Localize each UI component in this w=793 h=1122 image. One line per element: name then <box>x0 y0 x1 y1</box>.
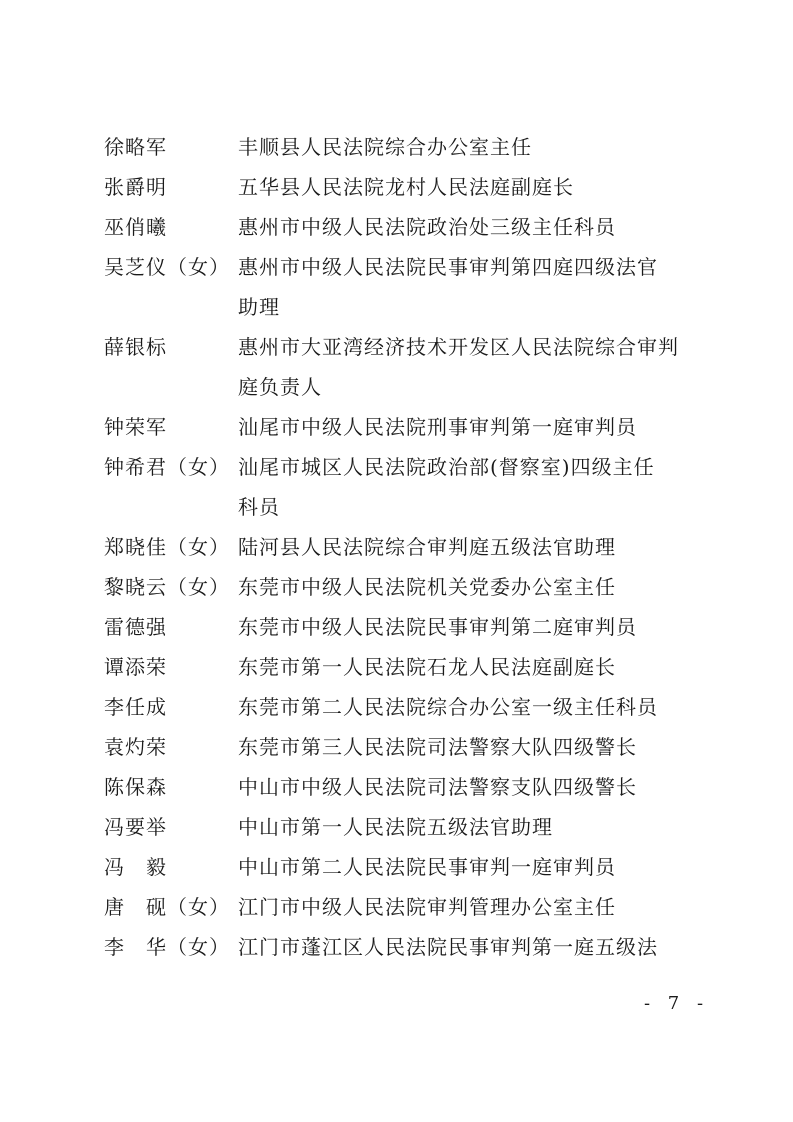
position-line: 东莞市第二人民法院综合办公室一级主任科员 <box>238 695 658 719</box>
person-position <box>238 807 704 847</box>
person-position <box>238 607 704 647</box>
position-line: 中山市第二人民法院民事审判一庭审判员 <box>238 855 616 879</box>
position-line: 汕尾市城区人民法院政治部(督察室)四级主任 <box>238 455 655 479</box>
person-name: 张爵明 <box>104 175 167 199</box>
person-name: 郑晓佳（女） <box>104 535 230 559</box>
person-position <box>238 447 704 527</box>
person-name: 李 华（女） <box>104 935 230 959</box>
list-item <box>104 327 704 407</box>
person-name: 冯 毅 <box>104 855 167 879</box>
person-position <box>238 247 704 327</box>
person-position <box>238 687 704 727</box>
person-position <box>238 887 704 927</box>
position-line: 科员 <box>238 495 280 519</box>
person-name: 薛银标 <box>104 335 167 359</box>
person-name: 冯要举 <box>104 815 167 839</box>
person-name: 钟希君（女） <box>104 455 230 479</box>
person-name: 雷德强 <box>104 615 167 639</box>
position-line: 惠州市中级人民法院民事审判第四庭四级法官 <box>238 255 658 279</box>
position-line: 江门市中级人民法院审判管理办公室主任 <box>238 895 616 919</box>
person-name: 钟荣军 <box>104 415 167 439</box>
position-line: 东莞市中级人民法院民事审判第二庭审判员 <box>238 615 637 639</box>
position-line: 惠州市中级人民法院政治处三级主任科员 <box>238 215 616 239</box>
position-line: 东莞市第三人民法院司法警察大队四级警长 <box>238 735 637 759</box>
person-position <box>238 847 704 887</box>
person-position <box>238 207 704 247</box>
person-name: 谭添荣 <box>104 655 167 679</box>
page-number: - 7 - <box>644 993 710 1014</box>
person-position <box>238 767 704 807</box>
person-name: 徐略军 <box>104 135 167 159</box>
list-item <box>104 647 704 687</box>
position-line: 丰顺县人民法院综合办公室主任 <box>238 135 532 159</box>
list-item <box>104 167 704 207</box>
list-item <box>104 447 704 527</box>
position-line: 中山市中级人民法院司法警察支队四级警长 <box>238 775 637 799</box>
person-position <box>238 727 704 767</box>
person-name: 吴芝仪（女） <box>104 255 230 279</box>
position-line: 江门市蓬江区人民法院民事审判第一庭五级法 <box>238 935 658 959</box>
list-item <box>104 687 704 727</box>
personnel-list <box>104 127 704 967</box>
position-line: 五华县人民法院龙村人民法庭副庭长 <box>238 175 574 199</box>
list-item <box>104 887 704 927</box>
person-position <box>238 327 704 407</box>
person-name: 袁灼荣 <box>104 735 167 759</box>
person-name: 陈保森 <box>104 775 167 799</box>
list-item <box>104 607 704 647</box>
person-position <box>238 567 704 607</box>
person-name: 黎晓云（女） <box>104 575 230 599</box>
position-line: 惠州市大亚湾经济技术开发区人民法院综合审判 <box>238 335 679 359</box>
list-item <box>104 767 704 807</box>
list-item <box>104 567 704 607</box>
list-item <box>104 807 704 847</box>
position-line: 助理 <box>238 295 280 319</box>
position-line: 汕尾市中级人民法院刑事审判第一庭审判员 <box>238 415 637 439</box>
person-position <box>238 927 704 967</box>
position-line: 庭负责人 <box>238 375 322 399</box>
person-name: 巫俏曦 <box>104 215 167 239</box>
person-name: 李任成 <box>104 695 167 719</box>
list-item <box>104 247 704 327</box>
position-line: 东莞市第一人民法院石龙人民法庭副庭长 <box>238 655 616 679</box>
person-position <box>238 527 704 567</box>
list-item <box>104 847 704 887</box>
position-line: 中山市第一人民法院五级法官助理 <box>238 815 553 839</box>
list-item <box>104 927 704 967</box>
list-item <box>104 407 704 447</box>
person-position <box>238 407 704 447</box>
position-line: 陆河县人民法院综合审判庭五级法官助理 <box>238 535 616 559</box>
person-position <box>238 647 704 687</box>
person-position <box>238 127 704 167</box>
position-line: 东莞市中级人民法院机关党委办公室主任 <box>238 575 616 599</box>
list-item <box>104 527 704 567</box>
list-item <box>104 127 704 167</box>
person-name: 唐 砚（女） <box>104 895 230 919</box>
list-item <box>104 207 704 247</box>
list-item <box>104 727 704 767</box>
person-position <box>238 167 704 207</box>
